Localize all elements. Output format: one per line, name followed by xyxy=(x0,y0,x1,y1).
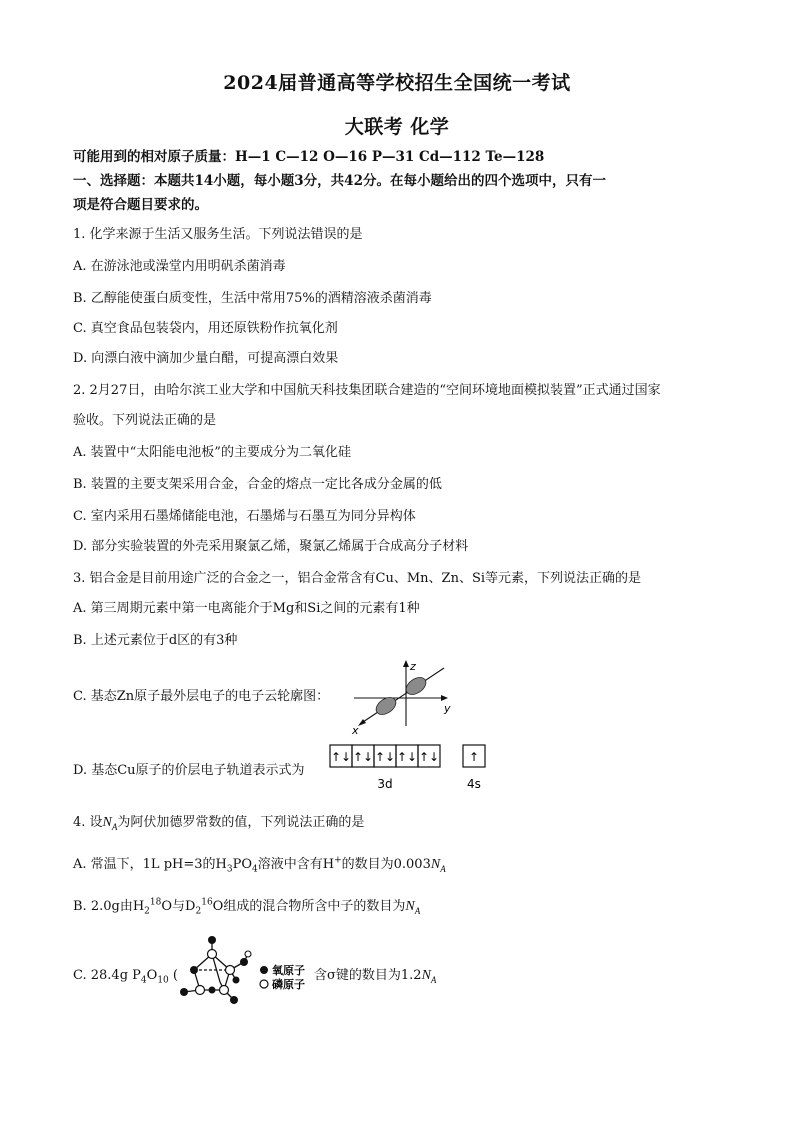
q4-option-a: A. 常温下，1L pH=3的$H_3PO_4$溶液中含有H+的数目为$0.003N_A$ xyxy=(73,855,446,875)
oxygen-atom xyxy=(233,977,240,984)
q2-option-d: D. 部分实验装置的外壳采用聚氯乙烯，聚氯乙烯属于合成高分子材料 xyxy=(73,539,469,554)
oxygen-atom xyxy=(230,996,238,1004)
q1-option-a: A. 在游泳池或澡堂内用明矾杀菌消毒 xyxy=(73,259,286,274)
p4o10-structure-figure xyxy=(168,934,320,1006)
section-instructions-line1: 一、选择题：本题共14小题，每小题3分，共42分。在每小题给出的四个选项中，只有一 xyxy=(73,173,606,189)
legend-phosphorus-label: 磷原子 xyxy=(272,978,305,991)
x-axis xyxy=(360,668,444,724)
q3-option-b: B. 上述元素位于d区的有3种 xyxy=(73,633,238,648)
q3-stem: 3. 铝合金是目前用途广泛的合金之一，铝合金常含有Cu、Mn、Zn、Si等元素，下列说法正确的是 xyxy=(73,571,642,586)
phosphorus-atom xyxy=(196,986,205,995)
electrons-3d-1: ↑↓ xyxy=(330,750,352,764)
legend-phosphorus-marker xyxy=(260,980,268,988)
q2-option-b: B. 装置的主要支架采用合金，合金的熔点一定比各成分金属的低 xyxy=(73,477,442,492)
exam-title: 2024届普通高等学校招生全国统一考试 xyxy=(223,72,571,94)
q3-option-d: D. 基态Cu原子的价层电子轨道表示式为 xyxy=(73,763,305,778)
x-axis-label: x xyxy=(352,724,359,736)
phosphorus-atom xyxy=(245,951,251,957)
q3-option-a: A. 第三周期元素中第一电离能介于Mg和Si之间的元素有1种 xyxy=(73,601,420,616)
y-axis-label: y xyxy=(444,702,451,715)
electrons-3d-2: ↑↓ xyxy=(352,750,374,764)
phosphorus-atom xyxy=(208,950,217,959)
phosphorus-atom xyxy=(220,986,229,995)
z-axis-label: z xyxy=(410,660,416,673)
q4-stem: 4. 设$N_A$为阿伏加德罗常数的值，下列说法正确的是 xyxy=(73,815,365,832)
na-symbol: $N_A$ xyxy=(102,815,118,832)
legend-oxygen-label: 氧原子 xyxy=(272,964,305,977)
electrons-4s: ↑ xyxy=(468,750,480,764)
q2-stem-line2: 验收。下列说法正确的是 xyxy=(73,413,217,428)
q1-option-b: B. 乙醇能使蛋白质变性，生活中常用75%的酒精溶液杀菌消毒 xyxy=(73,291,432,306)
label-4s: 4s xyxy=(467,777,481,791)
na-symbol: $N_A$ xyxy=(405,899,421,916)
phosphorus-atom xyxy=(226,966,235,975)
na-symbol: $N_A$ xyxy=(430,857,446,874)
oxygen-atom xyxy=(208,936,216,944)
q2-option-c: C. 室内采用石墨烯储能电池，石墨烯与石墨互为同分异构体 xyxy=(73,509,416,524)
q3-option-c: C. 基态Zn原子最外层电子的电子云轮廓图： xyxy=(73,689,330,704)
label-3d: 3d xyxy=(377,777,393,791)
electron-cloud-figure xyxy=(348,658,458,736)
oxygen-atom xyxy=(240,958,248,966)
electrons-3d-5: ↑↓ xyxy=(418,750,440,764)
orbital-lobe-upper xyxy=(403,674,429,698)
q1-option-c: C. 真空食品包装袋内，用还原铁粉作抗氧化剂 xyxy=(73,321,338,336)
q1-option-d: D. 向漂白液中滴加少量白醋，可提高漂白效果 xyxy=(73,351,339,366)
q2-stem-line1: 2. 2月27日，由哈尔滨工业大学和中国航天科技集团联合建造的“空间环境地面模拟装置”正式通过国家 xyxy=(73,383,661,398)
y-axis-arrow xyxy=(441,695,448,701)
na-symbol: $N_A$ xyxy=(421,968,437,985)
oxygen-atom xyxy=(190,966,198,974)
x-axis-arrow xyxy=(358,719,366,726)
electrons-3d-3: ↑↓ xyxy=(374,750,396,764)
q4-option-b: B. 2.0g由$H_2^{18}O$与$D_2^{16}O$组成的混合物所含中子的数目为$N_A$ xyxy=(73,897,421,917)
q1-stem: 1. 化学来源于生活又服务生活。下列说法错误的是 xyxy=(73,227,363,242)
section-instructions-line2: 项是符合题目要求的。 xyxy=(73,197,208,213)
oxygen-atom xyxy=(209,987,216,994)
electrons-3d-4: ↑↓ xyxy=(396,750,418,764)
q4-option-c-suffix: 含σ键的数目为$1.2N_A$ xyxy=(314,968,437,985)
z-axis-arrow xyxy=(403,660,409,667)
legend-oxygen-marker xyxy=(260,966,268,974)
cu-orbital-diagram xyxy=(329,744,489,794)
q2-option-a: A. 装置中“太阳能电池板”的主要成分为二氧化硅 xyxy=(73,445,351,460)
atomic-masses: 可能用到的相对原子质量：H—1 C—12 O—16 P—31 Cd—112 Te—128 xyxy=(73,149,545,165)
oxygen-atom xyxy=(180,988,188,996)
q4-option-c-prefix: C. 28.4g $P_4O_{10}$ ( xyxy=(73,968,178,986)
exam-subtitle: 大联考 化学 xyxy=(344,116,450,138)
